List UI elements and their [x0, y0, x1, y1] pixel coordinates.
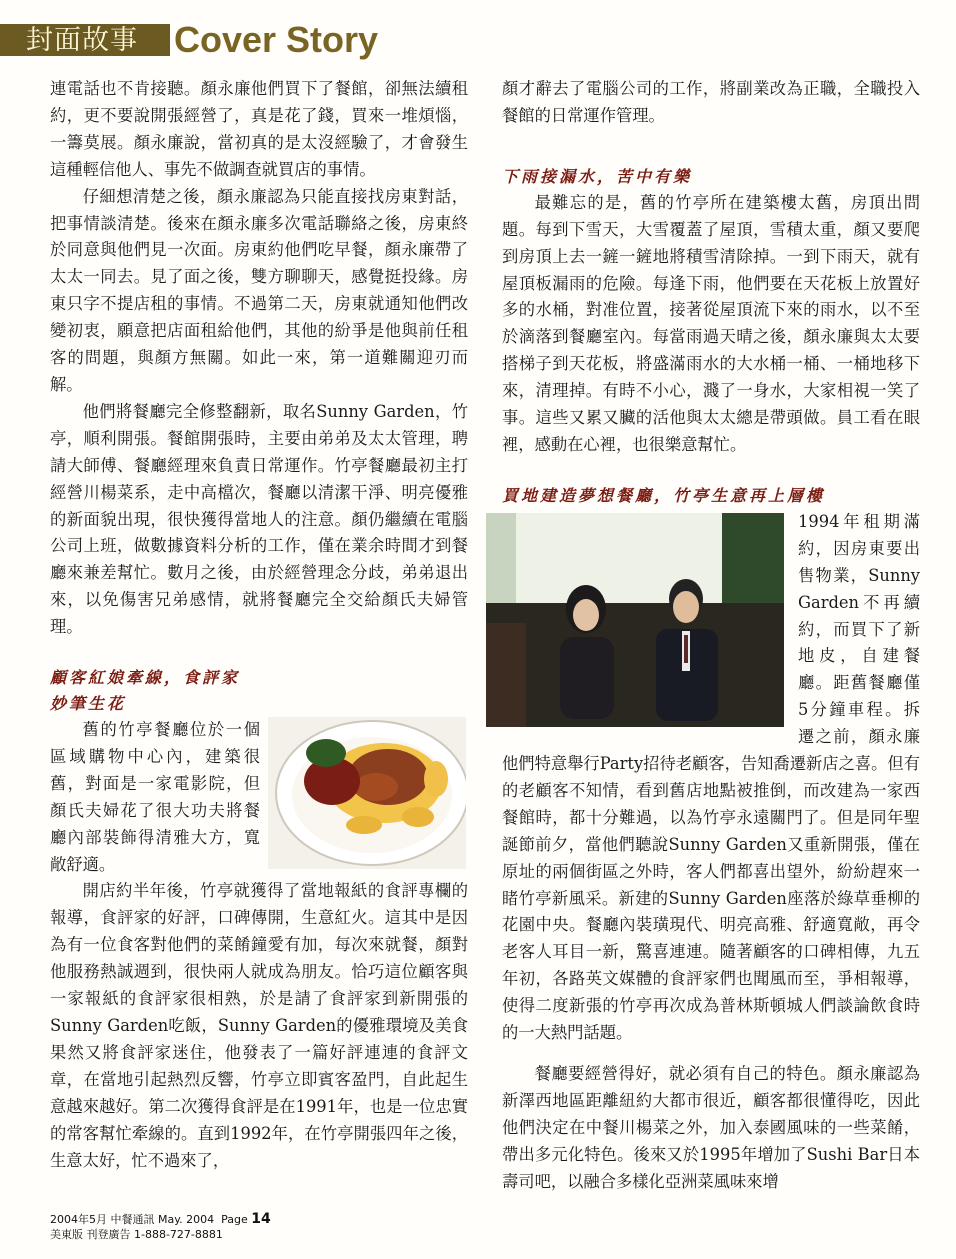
footer-issue: 2004年5月 中餐通訊 May. 2004: [50, 1213, 215, 1226]
right-column: [502, 76, 920, 1196]
page-number: 14: [251, 1211, 271, 1227]
section-title-chinese: 封面故事: [26, 25, 138, 56]
paragraph: 仔細想清楚之後，顏永廉認為只能直接找房東對話，把事情談清楚。後來在顏永廉多次電話聯絡之後，房東終於同意與他們見一次面。房東約他們吃早餐，顏永廉帶了太太一同去。見了面之後，雙方聊聊天，感覺挺投緣。房東只字不提店租的事情。不過第二天，房東就通知他們改變初衷，願意把店面租給他們，其他的紛爭是他與前任租客的問題，與顏方無關。如此一來，第一道難關迎刃而解。: [50, 186, 468, 394]
subheading: 顧客紅娘牽線，食評家 妙筆生花: [50, 668, 241, 714]
owners-photo: [486, 513, 784, 727]
paragraph: 舊的竹亭餐廳位於一個區域購物中心內，建築很舊，對面是一家電影院，但顏氏夫婦花了很大功夫將餐廳內部裝飾得清雅大方，寬敞舒適。: [50, 720, 260, 874]
section-title-english: Cover Story: [174, 19, 379, 60]
paragraph: 顏才辭去了電腦公司的工作，將副業改為正職，全職投入餐館的日常運作管理。: [502, 79, 920, 125]
food-dish-photo: [268, 717, 466, 869]
paragraph: 最難忘的是，舊的竹亭所在建築樓太舊，房頂出問題。每到下雪天，大雪覆蓋了屋頂，雪積太重，顏又要爬到房頂上去一鏟一鏟地將積雪清除掉。一到下雨天，就有屋頂板漏雨的危險。每逢下雨，他們要在天花板上放置好多的水桶，對准位置，接著從屋頂流下來的雨水，以不至於滴落到餐廳室內。每當雨過天晴之後，顏永廉與太太要搭梯子到天花板，將盛滿雨水的大水桶一桶、一桶地移下來，清理掉。有時不小心，濺了一身水，大家相視一笑了事。這些又累又臟的活他與太太總是帶頭做。員工看在眼裡，感動在心裡，也很樂意幫忙。: [502, 192, 920, 454]
subheading: 買地建造夢想餐廳，竹亭生意再上層樓: [502, 485, 826, 505]
paragraph: 連電話也不肯接聽。顏永廉他們買下了餐館，卻無法續租約，更不要說開張經營了，真是花了錢，買來一堆煩惱，一籌莫展。顏永廉說，當初真的是太沒經驗了，才會發生這種輕信他人、事先不做調查就買店的事情。: [50, 79, 468, 179]
left-column: [50, 76, 468, 1174]
page-footer: [50, 1212, 271, 1242]
paragraph: 1994年租期滿約，因房東要出售物業，Sunny Garden不再續約，而買下了新地皮，自建餐廳。距舊餐廳僅5分鐘車程。拆遷之前，顏永廉他們特意舉行Party招待老顧客，告知喬遷新店之喜。但有的老顧客不知情，看到舊店地點被推倒，而改建為一家西餐館時，都十分難過，以為竹亭永遠關門了。但是同年聖誕節前夕，當他們聽說Sunny Garden又重新開張，僅在原址的兩個街區之外時，客人們都喜出望外，紛紛趕來一睹竹亭新風采。新建的Sunny Garden座落於綠草垂柳的花園中央。餐廳內裝璜現代、明亮高雅、舒適寬敞，再令老客人耳目一新，驚喜連連。隨著顧客的口碑相傳，九五年初，各路英文媒體的食評家們也聞風而至，爭相報導，使得二度新張的竹亭再次成為普林斯頓城人們談論飲食時的一大熱門話題。: [502, 511, 920, 1043]
paragraph: 開店約半年後，竹亭就獲得了當地報紙的食評專欄的報導，食評家的好評，口碑傳開，生意紅火。這其中是因為有一位食客對他們的菜餚鐘愛有加，每次來就餐，顏對他服務熱誠週到，很快兩人就成為朋友。恰巧這位顧客與一家報紙的食評家很相熟，於是請了食評家到新開張的Sunny Garden吃飯，Sunny Garden的優雅環境及美食果然又將食評家迷住，他發表了一篇好評連連的食評文章，在當地引起熱烈反響，竹亭立即賓客盈門，自此起生意越來越好。第二次獲得食評是在1991年，也是一位忠實的常客幫忙牽線的。直到1992年，在竹亭開張四年之後，生意太好，忙不過來了，: [50, 881, 468, 1170]
footer-contact: 美東版 刊登廣告 1-888-727-8881: [50, 1228, 223, 1241]
paragraph: 他們將餐廳完全修整翻新，取名Sunny Garden，竹亭，順利開張。餐館開張時，主要由弟弟及太太管理，聘請大師傅、餐廳經理來負責日常運作。竹亭餐廳最初主打經營川楊菜系，走中高檔次，餐廳以清潔干淨、明亮優雅的新面貌出現，很快獲得當地人的注意。顏仍繼續在電腦公司上班，做數據資料分析的工作，僅在業余時間才到餐廳來兼差幫忙。數月之後，由於經營理念分歧，弟弟退出來，以免傷害兄弟感情，就將餐廳完全交給顏氏夫婦管理。: [50, 401, 468, 637]
subheading: 下雨接漏水，苦中有樂: [502, 166, 693, 186]
page-header: [0, 14, 956, 60]
footer-page-label: Page: [221, 1213, 248, 1226]
paragraph: 餐廳要經營得好，就必須有自己的特色。顏永廉認為新澤西地區距離紐約大都市很近，顧客都很懂得吃，因此他們決定在中餐川楊菜之外，加入泰國風味的一些菜餚，帶出多元化特色。後來又於1995年增加了Sushi Bar日本壽司吧，以融合多樣化亞洲菜風味來增: [502, 1064, 920, 1191]
